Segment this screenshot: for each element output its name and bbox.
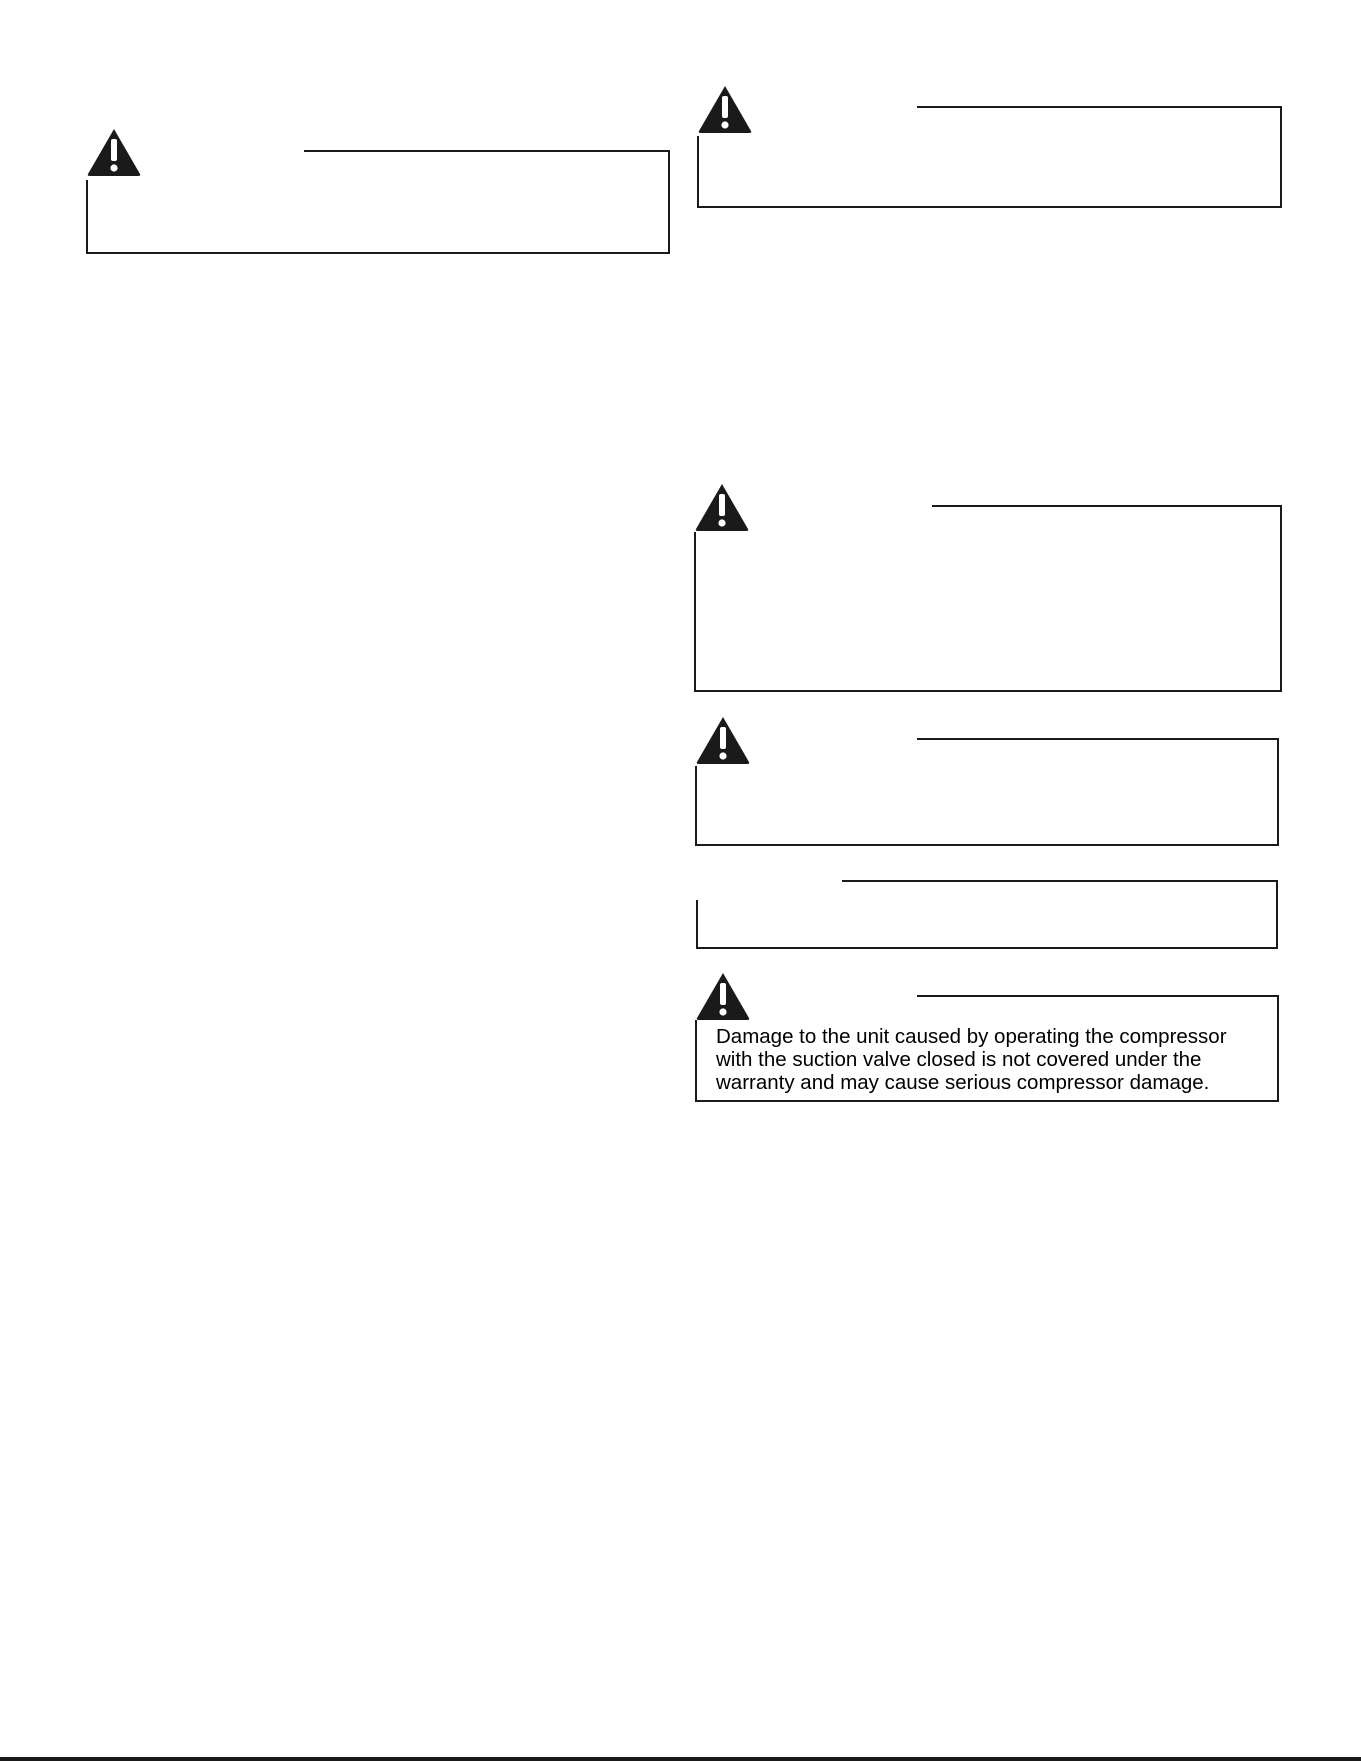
notice-left-1 <box>86 127 670 254</box>
warning-triangle-icon <box>697 84 753 134</box>
warning-triangle-icon <box>695 971 751 1021</box>
notice-right-2 <box>694 482 1282 692</box>
notice-frame-right-edge <box>668 150 670 182</box>
notice-frame <box>696 900 1278 949</box>
warning-triangle-icon <box>86 127 142 177</box>
page-bottom-rule <box>0 1757 1361 1761</box>
notice-frame <box>694 532 1282 692</box>
notice-top-rule <box>304 150 670 152</box>
notice-frame-right-edge <box>1277 738 1279 768</box>
notice-top-rule <box>932 505 1282 507</box>
notice-frame <box>697 136 1282 208</box>
notice-frame-right-edge <box>1280 106 1282 138</box>
notice-top-rule <box>917 106 1282 108</box>
notice-text: Damage to the unit caused by operating the compressor with the suction valve closed is not covered under the warranty and may cause serious compressor damage. <box>716 1025 1227 1094</box>
notice-frame <box>86 180 670 254</box>
notice-frame-right-edge <box>1277 995 1279 1022</box>
notice-right-1 <box>697 84 1282 208</box>
notice-right-4 <box>696 880 1278 949</box>
notice-top-rule <box>917 738 1279 740</box>
notice-right-3 <box>695 715 1279 846</box>
warning-triangle-icon <box>694 482 750 532</box>
warning-triangle-icon <box>695 715 751 765</box>
notice-frame-right-edge <box>1280 505 1282 534</box>
notice-frame <box>695 766 1279 846</box>
notice-right-5 <box>695 971 1279 1102</box>
notice-frame-right-edge <box>1276 880 1278 902</box>
notice-top-rule <box>842 880 1278 882</box>
notice-top-rule <box>917 995 1279 997</box>
